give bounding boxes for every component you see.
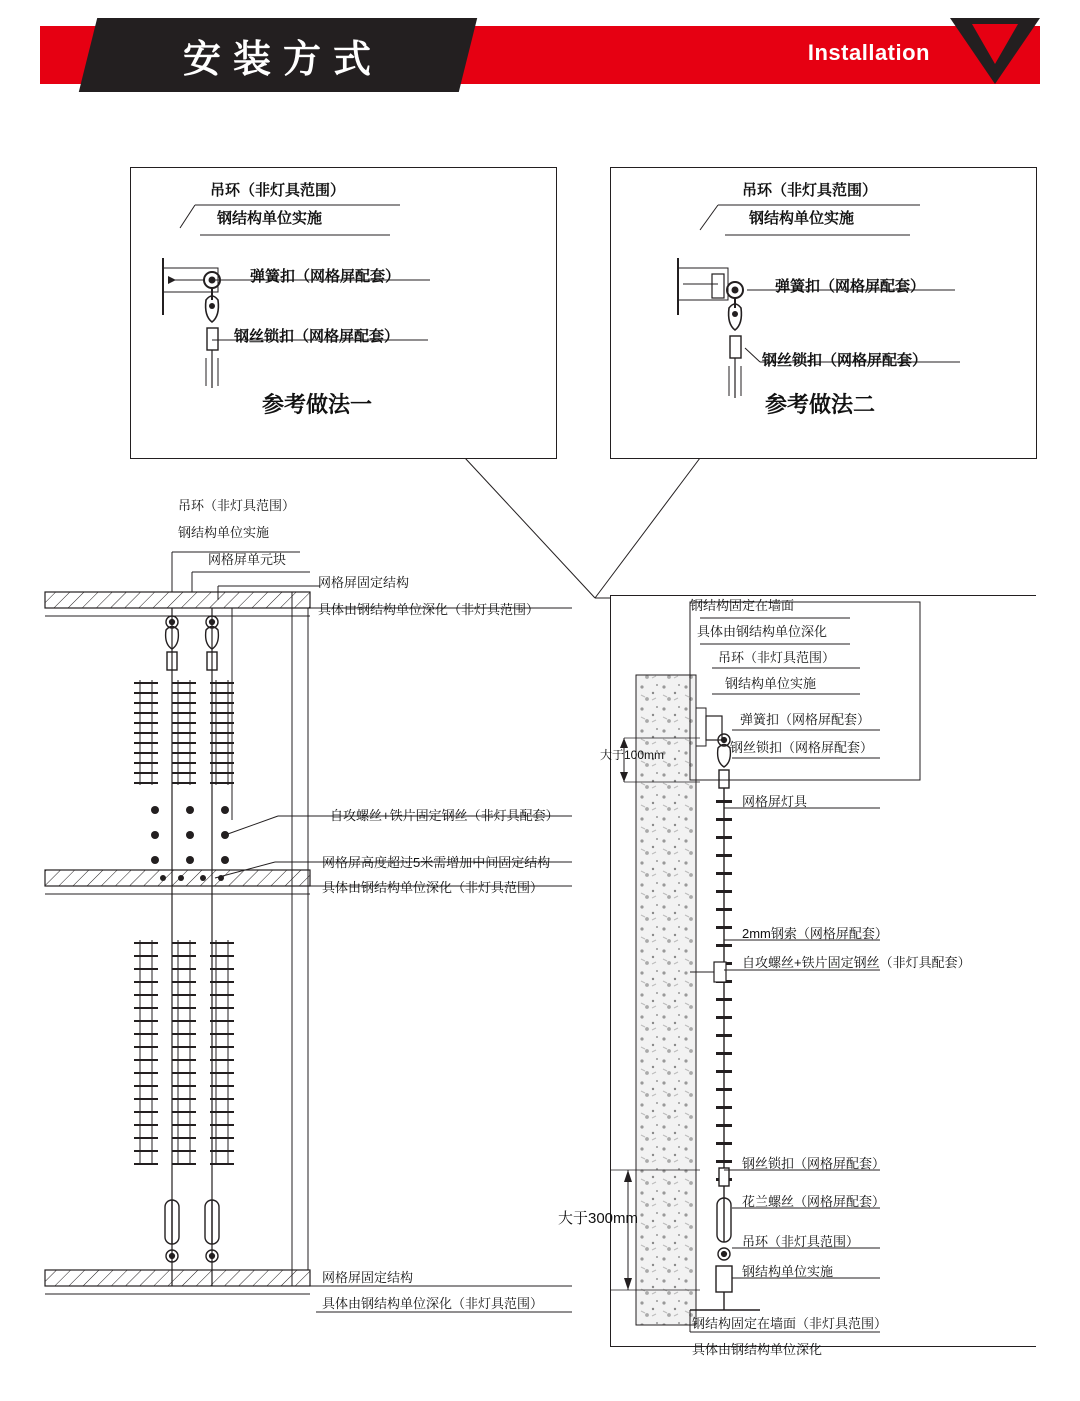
right-label-7: 钢结构固定在墙面（非灯具范围） <box>692 1316 888 1331</box>
right-label-1: 2mm钢索（网格屏配套） <box>742 926 888 941</box>
left-top-label-2: 网格屏单元块 <box>208 552 287 567</box>
right-label-4: 花兰螺丝（网格屏配套） <box>742 1194 886 1209</box>
chevron-down-inner-icon <box>972 24 1018 64</box>
page-title-english: Installation <box>807 40 930 65</box>
detail-one-label-3: 钢丝锁扣（网格屏配套） <box>234 328 400 345</box>
right-callout-label-1: 具体由钢结构单位深化 <box>697 624 828 639</box>
right-label-3: 钢丝锁扣（网格屏配套） <box>742 1156 886 1171</box>
detail-one-label-2: 弹簧扣（网格屏配套） <box>250 268 401 285</box>
left-bottom-label-1: 具体由钢结构单位深化（非灯具范围） <box>322 1296 544 1311</box>
left-top-label-4: 具体由钢结构单位深化（非灯具范围） <box>318 602 540 617</box>
right-callout-label-2: 吊环（非灯具范围） <box>718 650 836 665</box>
dimension-bottom-label: 大于300mm <box>558 1210 639 1227</box>
right-callout-label-4: 弹簧扣（网格屏配套） <box>740 712 871 727</box>
detail-two-label-2: 弹簧扣（网格屏配套） <box>775 278 926 295</box>
right-callout-label-0: 钢结构固定在墙面 <box>690 598 795 613</box>
left-bottom-label-0: 网格屏固定结构 <box>322 1270 414 1285</box>
detail-two-label-3: 钢丝锁扣（网格屏配套） <box>762 352 928 369</box>
left-top-label-0: 吊环（非灯具范围） <box>178 498 296 513</box>
page-title: 安装方式 <box>182 38 383 81</box>
right-callout-label-5: 钢丝锁扣（网格屏配套） <box>730 740 874 755</box>
right-label-8: 具体由钢结构单位深化 <box>692 1342 823 1357</box>
right-callout-label-3: 钢结构单位实施 <box>725 676 817 691</box>
right-label-6: 钢结构单位实施 <box>742 1264 834 1279</box>
detail-two-label-1: 钢结构单位实施 <box>749 210 855 227</box>
detail-two-caption: 参考做法二 <box>765 392 876 417</box>
dimension-top-label: 大于100mm <box>600 748 665 762</box>
detail-one-label-0: 吊环（非灯具范围） <box>210 182 346 199</box>
detail-one-caption: 参考做法一 <box>262 392 373 417</box>
left-mid-label-0: 自攻螺丝+铁片固定钢丝（非灯具配套） <box>330 808 559 823</box>
header-title-container <box>88 18 468 92</box>
left-top-label-3: 网格屏固定结构 <box>318 575 410 590</box>
page-header <box>0 0 1080 110</box>
right-label-2: 自攻螺丝+铁片固定钢丝（非灯具配套） <box>742 955 971 970</box>
detail-two-label-0: 吊环（非灯具范围） <box>742 182 878 199</box>
drawing-stage <box>0 110 1080 1401</box>
left-mid-label-2: 具体由钢结构单位深化（非灯具范围） <box>322 880 544 895</box>
right-section-diagram <box>0 110 1080 1401</box>
right-label-5: 吊环（非灯具范围） <box>742 1234 860 1249</box>
detail-one-label-1: 钢结构单位实施 <box>217 210 323 227</box>
right-label-0: 网格屏灯具 <box>742 794 808 809</box>
left-mid-label-1: 网格屏高度超过5米需增加中间固定结构 <box>322 855 551 870</box>
left-top-label-1: 钢结构单位实施 <box>178 525 270 540</box>
